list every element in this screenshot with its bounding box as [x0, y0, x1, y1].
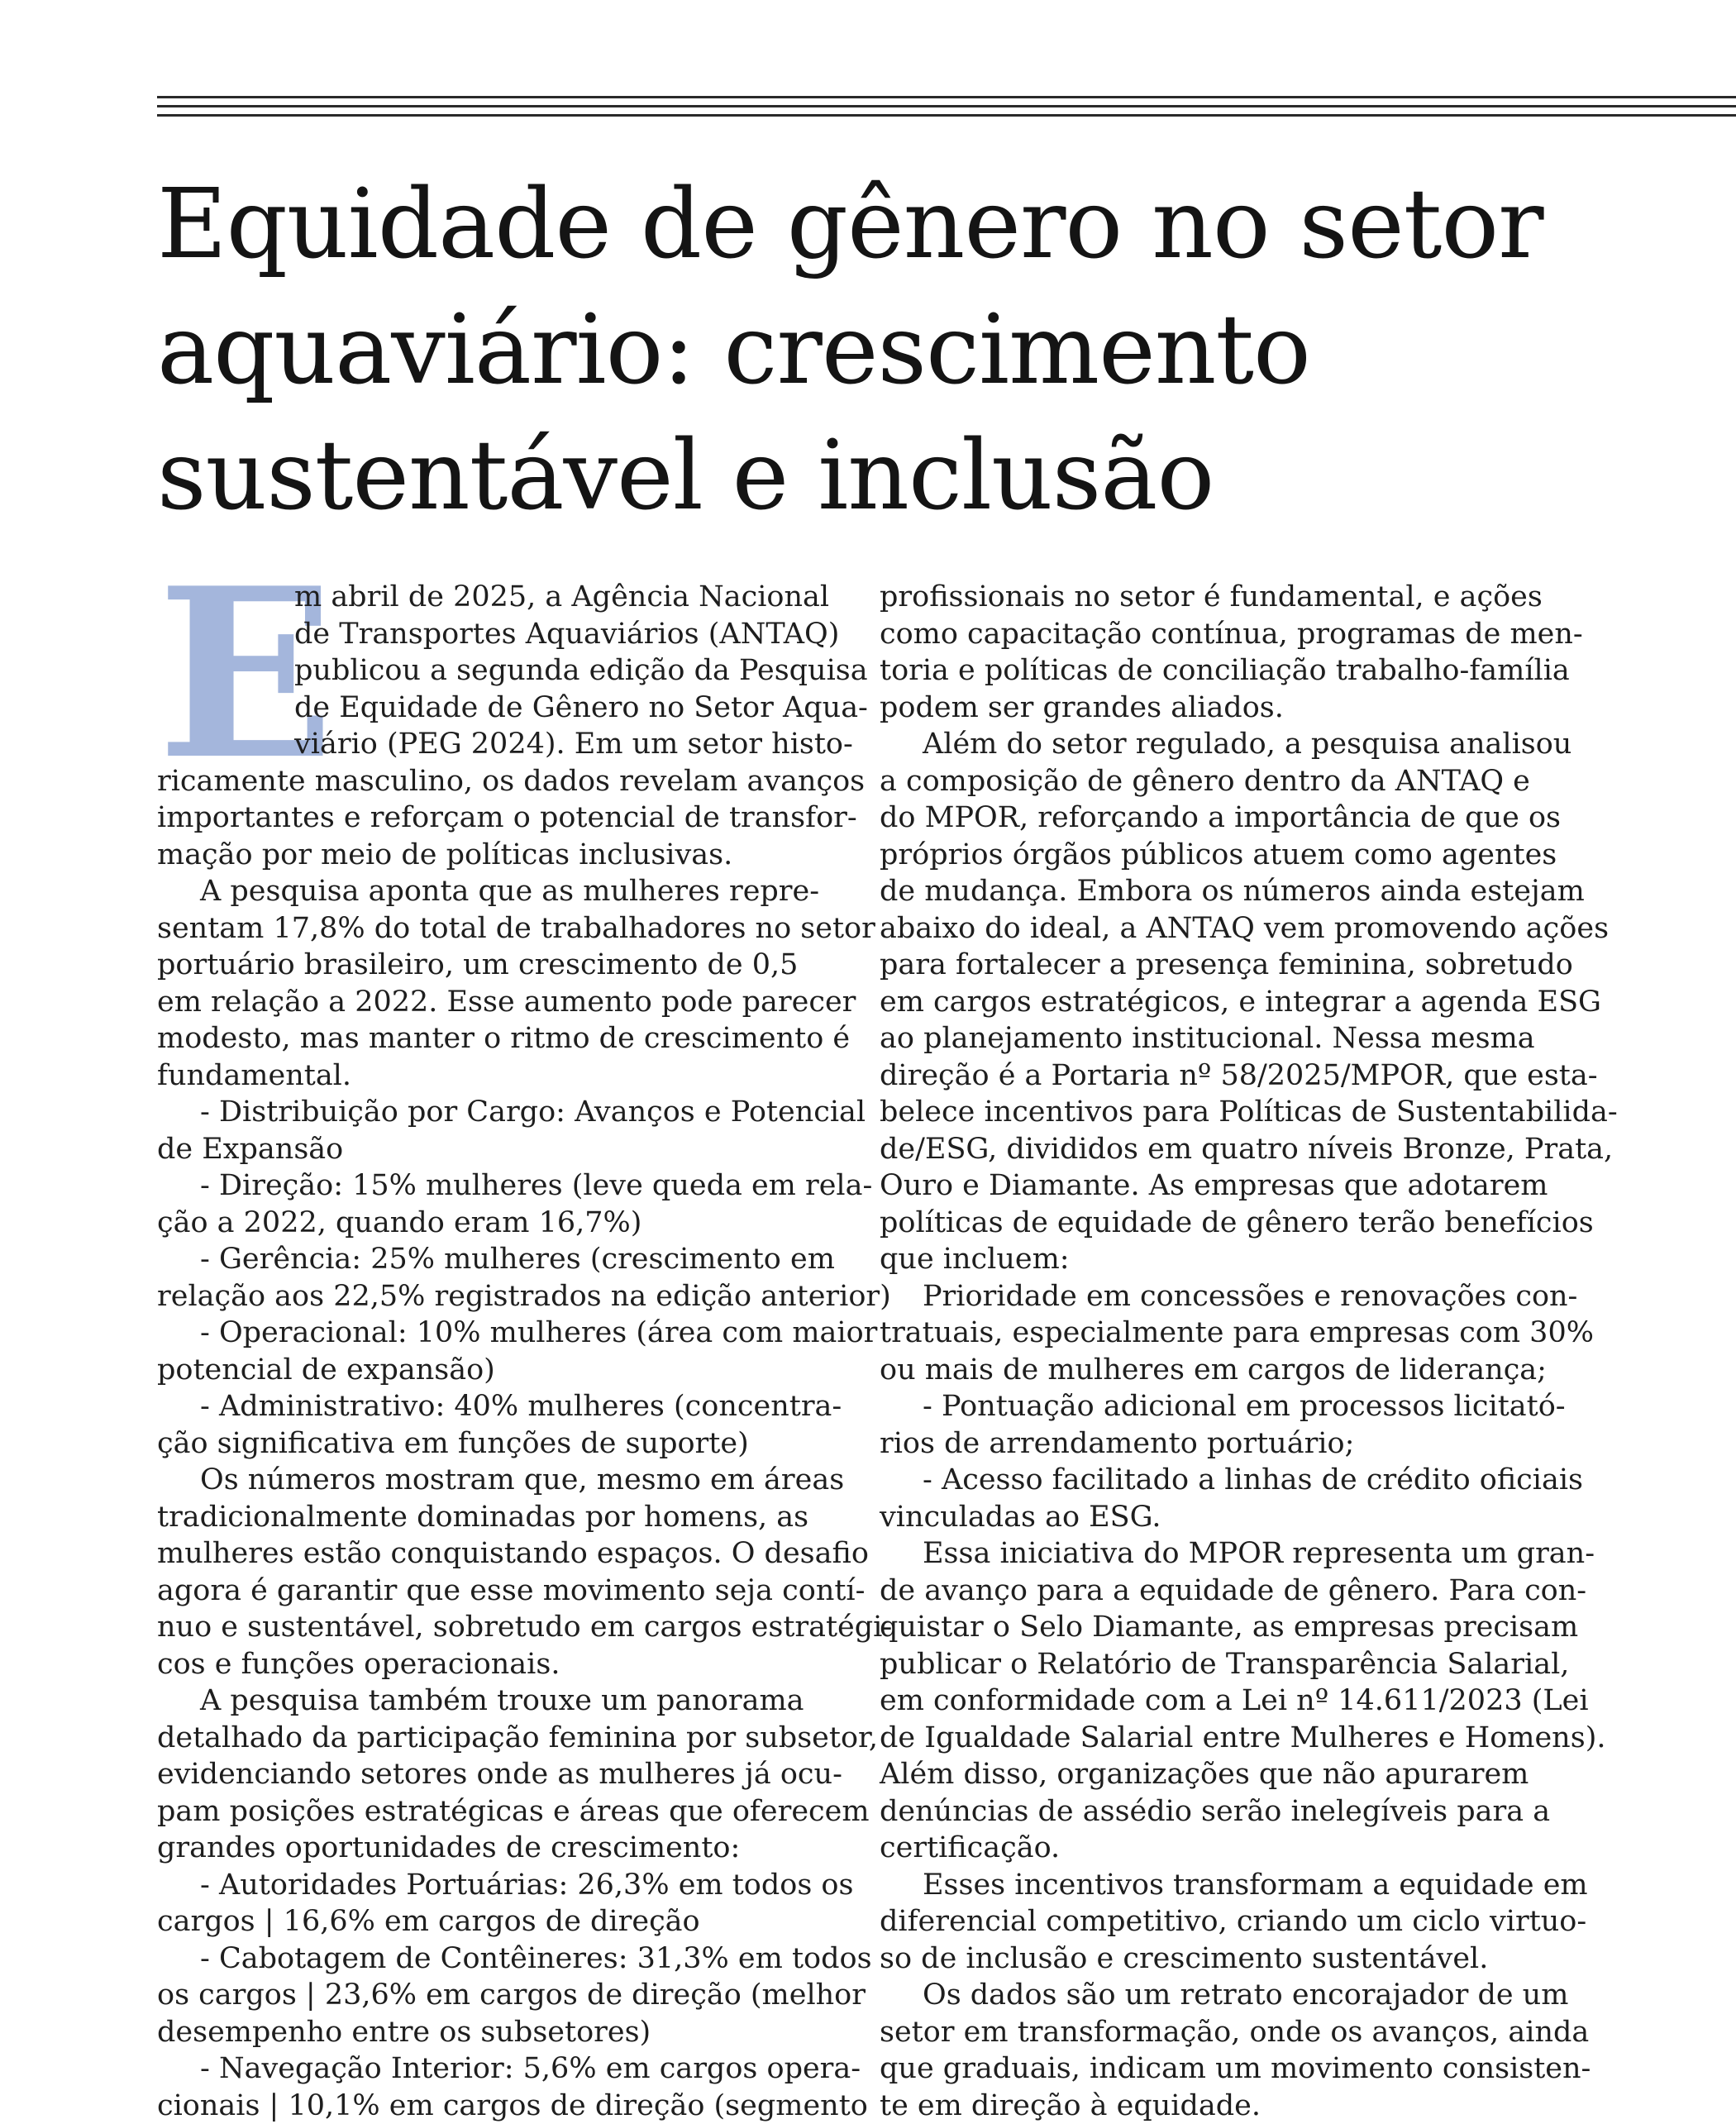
rule-line [157, 114, 1736, 117]
text-line: - Navegação Interior: 5,6% em cargos opera- [157, 2050, 901, 2088]
text-line: ção significativa em funções de suporte) [157, 1425, 901, 1463]
text-line: toria e políticas de conciliação trabalho-família [880, 652, 1624, 690]
text-line: abaixo do ideal, a ANTAQ vem promovendo ações [880, 910, 1624, 947]
text-line: Essa iniciativa do MPOR representa um gran- [880, 1535, 1624, 1573]
text-line: portuário brasileiro, um crescimento de 0,5 [157, 947, 901, 984]
text-line: grandes oportunidades de crescimento: [157, 1830, 901, 1867]
text-line: importantes e reforçam o potencial de transfor- [157, 799, 901, 837]
text-line: so de inclusão e crescimento sustentável. [880, 1940, 1624, 1978]
text-line: relação aos 22,5% registrados na edição anterior) [157, 1278, 901, 1315]
text-line: podem ser grandes aliados. [880, 690, 1624, 727]
text-line: publicou a segunda edição da Pesquisa [157, 652, 901, 690]
rule-line [157, 105, 1736, 107]
text-line: fundamental. [157, 1057, 901, 1095]
text-line: Além do setor regulado, a pesquisa analisou [880, 726, 1624, 763]
text-line: detalhado da participação feminina por subsetor, [157, 1720, 901, 1757]
article-headline [157, 162, 1645, 539]
text-line: cionais | 10,1% em cargos de direção (segmento [157, 2088, 901, 2124]
text-line: de/ESG, divididos em quatro níveis Bronze, Prata, [880, 1131, 1624, 1168]
text-line: potencial de expansão) [157, 1352, 901, 1389]
text-line: agora é garantir que esse movimento seja contí- [157, 1573, 901, 1610]
text-line: sentam 17,8% do total de trabalhadores no setor [157, 910, 901, 947]
text-line: - Gerência: 25% mulheres (crescimento em [157, 1241, 901, 1278]
text-line: tradicionalmente dominadas por homens, as [157, 1499, 901, 1536]
article-column-left [157, 579, 901, 2124]
text-line: próprios órgãos públicos atuem como agentes [880, 837, 1624, 874]
text-line: - Administrativo: 40% mulheres (concentra- [157, 1388, 901, 1425]
text-line: em conformidade com a Lei nº 14.611/2023 (Lei [880, 1682, 1624, 1720]
text-line: Além disso, organizações que não apurarem [880, 1756, 1624, 1793]
text-line: - Cabotagem de Contêineres: 31,3% em todos [157, 1940, 901, 1978]
text-line: a composição de gênero dentro da ANTAQ e [880, 763, 1624, 800]
headline-line: Equidade de gênero no setor [157, 162, 1645, 288]
text-line: denúncias de assédio serão inelegíveis para a [880, 1793, 1624, 1830]
text-line: de Equidade de Gênero no Setor Aqua- [157, 690, 901, 727]
text-line: ção a 2022, quando eram 16,7%) [157, 1205, 901, 1242]
text-line: que incluem: [880, 1241, 1624, 1278]
text-line: ricamente masculino, os dados revelam avanços [157, 763, 901, 800]
text-line: Prioridade em concessões e renovações con- [880, 1278, 1624, 1315]
text-line: - Direção: 15% mulheres (leve queda em rela- [157, 1167, 901, 1205]
text-line: ao planejamento institucional. Nessa mesma [880, 1020, 1624, 1057]
headline-line: aquaviário: crescimento [157, 288, 1645, 413]
drop-cap: E [157, 587, 281, 761]
text-line: de mudança. Embora os números ainda estejam [880, 873, 1624, 910]
text-line: publicar o Relatório de Transparência Salarial, [880, 1646, 1624, 1683]
text-line: Os dados são um retrato encorajador de um [880, 1977, 1624, 2014]
text-line: - Pontuação adicional em processos licitató- [880, 1388, 1624, 1425]
text-line: certificação. [880, 1830, 1624, 1867]
text-line: te em direção à equidade. [880, 2088, 1624, 2124]
text-line: evidenciando setores onde as mulheres já ocu- [157, 1756, 901, 1793]
text-line: mulheres estão conquistando espaços. O desafio [157, 1535, 901, 1573]
text-line: viário (PEG 2024). Em um setor histo- [157, 726, 901, 763]
text-line: de Expansão [157, 1131, 901, 1168]
text-line: pam posições estratégicas e áreas que oferecem [157, 1793, 901, 1830]
header-rules [157, 96, 1736, 121]
text-line: em relação a 2022. Esse aumento pode parecer [157, 984, 901, 1021]
text-line: os cargos | 23,6% em cargos de direção (melhor [157, 1977, 901, 2014]
text-line: belece incentivos para Políticas de Sustentabilida- [880, 1094, 1624, 1131]
text-line: cos e funções operacionais. [157, 1646, 901, 1683]
text-line: tratuais, especialmente para empresas com 30% [880, 1315, 1624, 1352]
text-line: diferencial competitivo, criando um ciclo virtuo- [880, 1903, 1624, 1940]
text-line: de Transportes Aquaviários (ANTAQ) [157, 616, 901, 653]
text-line: m abril de 2025, a Agência Nacional [157, 579, 901, 616]
text-line: direção é a Portaria nº 58/2025/MPOR, que esta- [880, 1057, 1624, 1095]
text-line: - Autoridades Portuárias: 26,3% em todos os [157, 1867, 901, 1904]
text-line: - Operacional: 10% mulheres (área com maior [157, 1315, 901, 1352]
text-line: como capacitação contínua, programas de men- [880, 616, 1624, 653]
article-column-right [880, 579, 1624, 2124]
text-line: - Distribuição por Cargo: Avanços e Potencial [157, 1094, 901, 1131]
text-line: A pesquisa também trouxe um panorama [157, 1682, 901, 1720]
text-line: de avanço para a equidade de gênero. Para con- [880, 1573, 1624, 1610]
text-line: políticas de equidade de gênero terão benefícios [880, 1205, 1624, 1242]
text-line: em cargos estratégicos, e integrar a agenda ESG [880, 984, 1624, 1021]
text-line: modesto, mas manter o ritmo de crescimento é [157, 1020, 901, 1057]
text-line: setor em transformação, onde os avanços, ainda [880, 2014, 1624, 2051]
text-line: para fortalecer a presença feminina, sobretudo [880, 947, 1624, 984]
text-line: ou mais de mulheres em cargos de liderança; [880, 1352, 1624, 1389]
rule-line [157, 96, 1736, 98]
text-line: do MPOR, reforçando a importância de que os [880, 799, 1624, 837]
text-line: cargos | 16,6% em cargos de direção [157, 1903, 901, 1940]
text-line: A pesquisa aponta que as mulheres repre- [157, 873, 901, 910]
text-line: - Acesso facilitado a linhas de crédito oficiais [880, 1462, 1624, 1499]
text-line: Os números mostram que, mesmo em áreas [157, 1462, 901, 1499]
text-line: nuo e sustentável, sobretudo em cargos estratégi- [157, 1609, 901, 1646]
text-line: vinculadas ao ESG. [880, 1499, 1624, 1536]
text-line: quistar o Selo Diamante, as empresas precisam [880, 1609, 1624, 1646]
text-line: rios de arrendamento portuário; [880, 1425, 1624, 1463]
headline-line: sustentável e inclusão [157, 413, 1645, 539]
text-line: que graduais, indicam um movimento consisten- [880, 2050, 1624, 2088]
text-line: profissionais no setor é fundamental, e ações [880, 579, 1624, 616]
text-line: desempenho entre os subsetores) [157, 2014, 901, 2051]
text-line: Esses incentivos transformam a equidade em [880, 1867, 1624, 1904]
text-line: Ouro e Diamante. As empresas que adotarem [880, 1167, 1624, 1205]
text-line: mação por meio de políticas inclusivas. [157, 837, 901, 874]
text-line: de Igualdade Salarial entre Mulheres e Homens). [880, 1720, 1624, 1757]
